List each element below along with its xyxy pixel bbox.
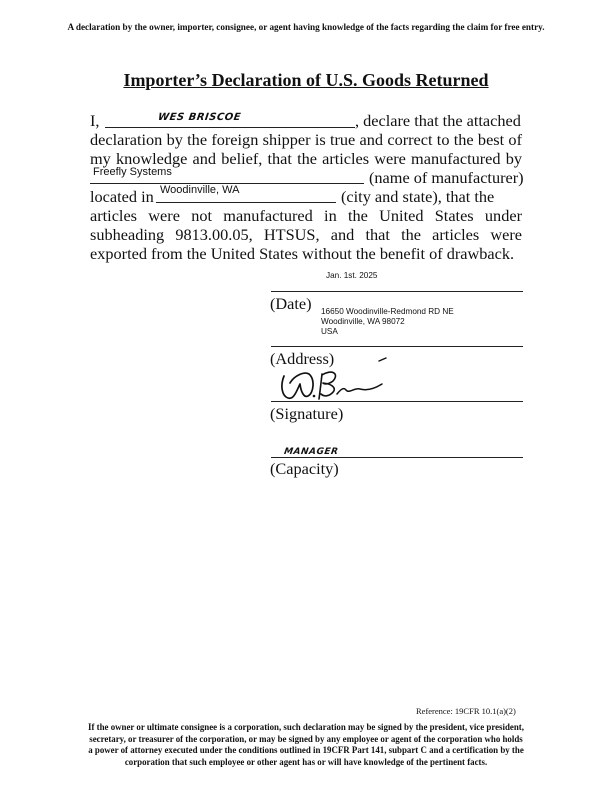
declaration-line3: my knowledge and belief, that the articles were manufactured by (90, 149, 522, 168)
location-field[interactable]: Woodinville, WA (160, 184, 240, 196)
manufacturer-field[interactable]: Freefly Systems (93, 166, 172, 178)
handwritten-signature[interactable] (270, 352, 405, 404)
declarant-name-handwritten[interactable]: WES BRISCOE (157, 112, 242, 123)
footer-line-1: If the owner or ultimate consignee is a corporation, such declaration may be signed by the president, vice president, (88, 722, 524, 732)
address-line (271, 346, 523, 347)
address-line-2: Woodinville, WA 98072 (321, 317, 405, 326)
footer-line-2: secretary, or treasurer of the corporation, or may be signed by any employee or agent of the corporation who holds (89, 733, 523, 744)
location-line (156, 202, 336, 203)
signature-line (271, 401, 523, 402)
page-title: Importer’s Declaration of U.S. Goods Returned (123, 70, 489, 90)
declarant-name-line (105, 127, 355, 128)
declaration-line7: subheading 9813.00.05, HTSUS, and that the articles were (90, 225, 522, 244)
declaration-line2: declaration by the foreign shipper is true and correct to the best of (90, 130, 522, 149)
address-label: (Address) (270, 349, 335, 368)
capacity-line (271, 457, 523, 458)
declaration-line8: exported from the United States without the benefit of drawback. (90, 244, 515, 263)
capacity-handwritten[interactable]: MANAGER (283, 447, 340, 457)
header-note: A declaration by the owner, importer, consignee, or agent having knowledge of the facts regarding the claim for free entry. (67, 22, 545, 32)
footer-line-4: corporation that such employee or other agent has or will have knowledge of the pertinent facts. (124, 756, 488, 767)
declaration-line1-prefix: I, (90, 111, 100, 130)
manufacturer-label: (name of manufacturer) (369, 168, 524, 187)
location-label: (city and state), that the (341, 187, 495, 206)
date-line (271, 291, 523, 292)
declaration-line6: articles were not manufactured in the United States under (90, 206, 522, 225)
capacity-label: (Capacity) (270, 459, 339, 478)
located-prefix: located in (90, 187, 154, 206)
declaration-line1-suffix: , declare that the attached (355, 111, 521, 130)
address-line-1: 16650 Woodinville-Redmond RD NE (321, 307, 454, 316)
address-line-3: USA (321, 327, 338, 336)
footer-line-3: a power of attorney executed under the conditions outlined in 19CFR Part 141, subpart C and a certification by the (88, 745, 524, 755)
footer-note (55, 722, 557, 768)
reference-citation: Reference: 19CFR 10.1(a)(2) (416, 706, 516, 716)
date-value[interactable]: Jan. 1st. 2025 (326, 271, 378, 280)
signature-label: (Signature) (270, 404, 344, 423)
date-label: (Date) (270, 294, 312, 313)
address-block[interactable] (321, 307, 454, 337)
